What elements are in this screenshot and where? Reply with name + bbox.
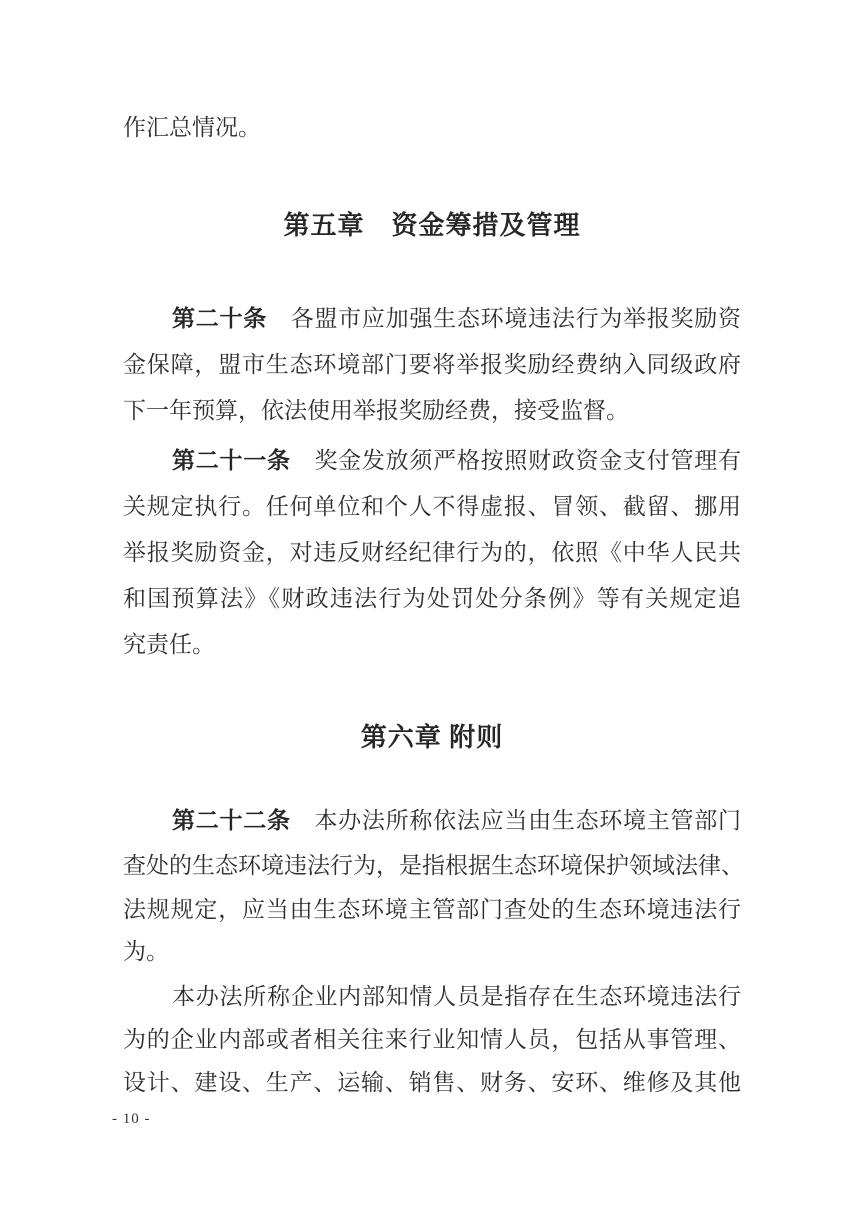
body-line: 为的企业内部或者相关往来行业知情人员，包括从事管理、: [123, 1027, 741, 1052]
chapter-heading-5: 第五章 资金筹措及管理: [283, 211, 581, 240]
article-number: 第二十一条: [172, 448, 291, 473]
body-line: 举报奖励资金，对违反财经纪律行为的，依照《中华人民共: [123, 540, 741, 565]
body-line: 下一年预算，依法使用举报奖励经费，接受监督。: [123, 398, 629, 423]
paragraph-line: [123, 304, 741, 334]
body-line: 设计、建设、生产、运输、销售、财务、安环、维修及其他: [123, 1070, 741, 1095]
paragraph-line: [123, 806, 741, 836]
body-line: 奖金发放须严格按照财政资金支付管理有: [290, 448, 742, 473]
page-number: - 10 -: [112, 1111, 151, 1127]
paragraph-line: [123, 446, 741, 476]
body-line: 本办法所称依法应当由生态环境主管部门: [290, 808, 742, 833]
paragraph-line: 本办法所称企业内部知情人员是指存在生态环境违法行: [172, 984, 741, 1009]
body-line: 和国预算法》《财政违法行为处罚处分条例》等有关规定追: [123, 586, 741, 611]
body-line: 作汇总情况。: [123, 115, 261, 140]
body-line: 查处的生态环境违法行为，是指根据生态环境保护领域法律、: [123, 853, 744, 878]
body-line: 法规规定，应当由生态环境主管部门查处的生态环境违法行: [123, 897, 741, 922]
body-line: 为。: [123, 939, 169, 964]
body-line: 各盟市应加强生态环境违法行为举报奖励资: [266, 306, 742, 331]
chapter-heading-6: 第六章 附则: [360, 723, 504, 752]
body-line: 究责任。: [123, 632, 215, 657]
body-line: 关规定执行。任何单位和个人不得虚报、冒领、截留、挪用: [123, 494, 741, 519]
article-number: 第二十条: [172, 306, 267, 331]
body-line: 金保障，盟市生态环境部门要将举报奖励经费纳入同级政府: [123, 352, 741, 377]
article-number: 第二十二条: [172, 808, 291, 833]
